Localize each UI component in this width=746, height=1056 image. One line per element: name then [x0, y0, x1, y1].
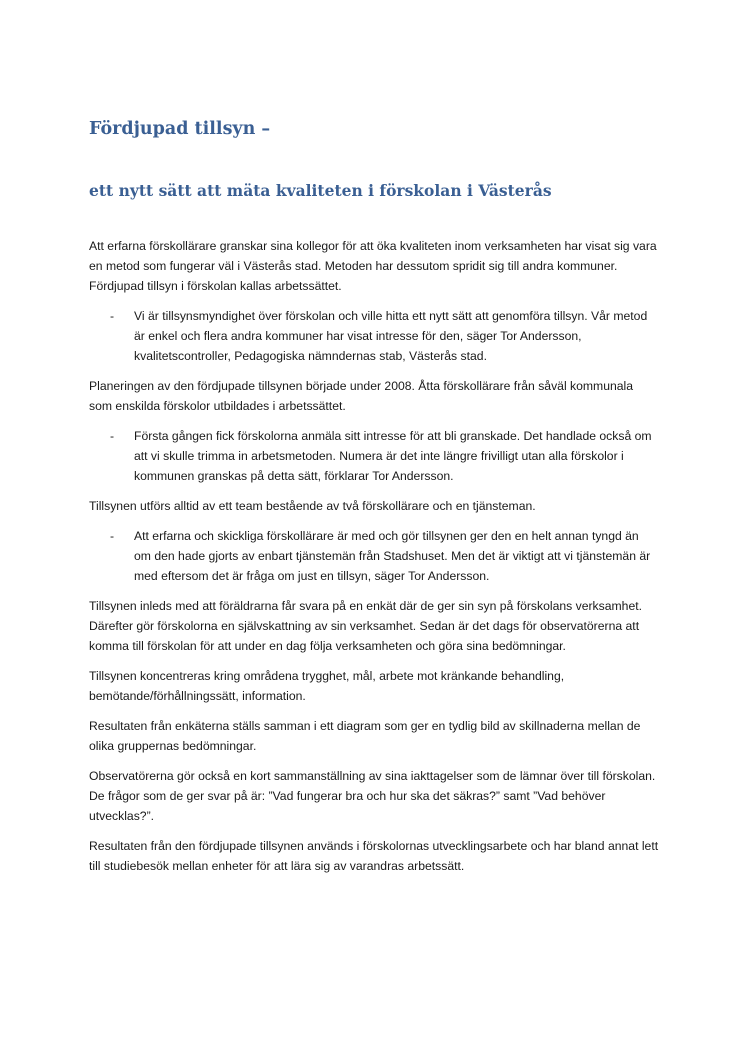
paragraph-outcome: Resultaten från den fördjupade tillsynen används i förskolornas utvecklingsarbete och har bland annat lett till studiebesök mellan enheter för att lära sig av varandras arbetssätt. — [89, 839, 659, 873]
paragraph-results: Resultaten från enkäterna ställs samman i ett diagram som ger en tydlig bild av skillnaderna mellan de olika gruppernas bedömningar. — [89, 719, 641, 753]
paragraph-team: Tillsynen utförs alltid av ett team bestående av två förskollärare och en tjänsteman. — [89, 499, 536, 513]
paragraph-observations: Observatörerna gör också en kort sammanställning av sina iakttagelser som de lämnar över till förskolan. De frågor som de ger svar på är: ”Vad fungerar bra och hur ska det säkras?” samt ”Vad behöver utvecklas?”. — [89, 769, 656, 823]
paragraph-intro: Att erfarna förskollärare granskar sina kollegor för att öka kvaliteten inom verksamheten har visat sig vara en metod som fungerar väl i Västerås stad. Metoden har dessutom spridit sig till andra kommuner. Fördjupad tillsyn i förskolan kallas arbetssättet. — [89, 239, 657, 293]
paragraph-areas: Tillsynen koncentreras kring områdena trygghet, mål, arbete mot kränkande behandling, bemötande/förhållningssätt, information. — [89, 669, 565, 703]
bullet-marker: - — [110, 529, 115, 543]
document-title: Fördjupad tillsyn – — [89, 119, 271, 139]
quote-text: Vi är tillsynsmyndighet över förskolan och ville hitta ett nytt sätt att genomföra tillsyn. Vår metod är enkel och flera andra kommuner har visat intresse för den, säger Tor Andersson, kvalitetscontroller, Pedagogiska nämndernas stab, Västerås stad. — [134, 309, 648, 363]
quote-text: Att erfarna och skickliga förskollärare är med och gör tillsynen ger den en helt annan tyngd än om den hade gjorts av enbart tjänstemän från Stadshuset. Men det är viktigt att vi tjänstemän är med eftersom det är fråga om just en tillsyn, säger Tor Andersson. — [134, 529, 651, 583]
quote-text: Första gången fick förskolorna anmäla sitt intresse för att bli granskade. Det handlade också om att vi skulle trimma in arbetsmetoden. Numera är det inte längre frivilligt utan alla förskolor i kommunen granskas på detta sätt, förklarar Tor Andersson. — [134, 429, 652, 483]
document-content — [89, 116, 659, 876]
quote-bullet-1 — [89, 306, 659, 366]
document-subtitle: ett nytt sätt att mäta kvaliteten i förskolan i Västerås — [89, 181, 552, 200]
bullet-marker: - — [110, 429, 115, 443]
quote-bullet-3 — [89, 526, 659, 586]
article-body — [89, 236, 659, 876]
paragraph-process: Tillsynen inleds med att föräldrarna får svara på en enkät där de ger sin syn på förskolans verksamhet. Därefter gör förskolorna en självskattning av sin verksamhet. Sedan är det dags för observatörerna att komma till förskolan för att under en dag följa verksamheten och göra sina bedömningar. — [89, 599, 643, 653]
bullet-marker: - — [110, 309, 115, 323]
paragraph-planning: Planeringen av den fördjupade tillsynen började under 2008. Åtta förskollärare från såväl kommunala som enskilda förskolor utbildades i arbetssättet. — [89, 379, 634, 413]
quote-bullet-2 — [89, 426, 659, 486]
